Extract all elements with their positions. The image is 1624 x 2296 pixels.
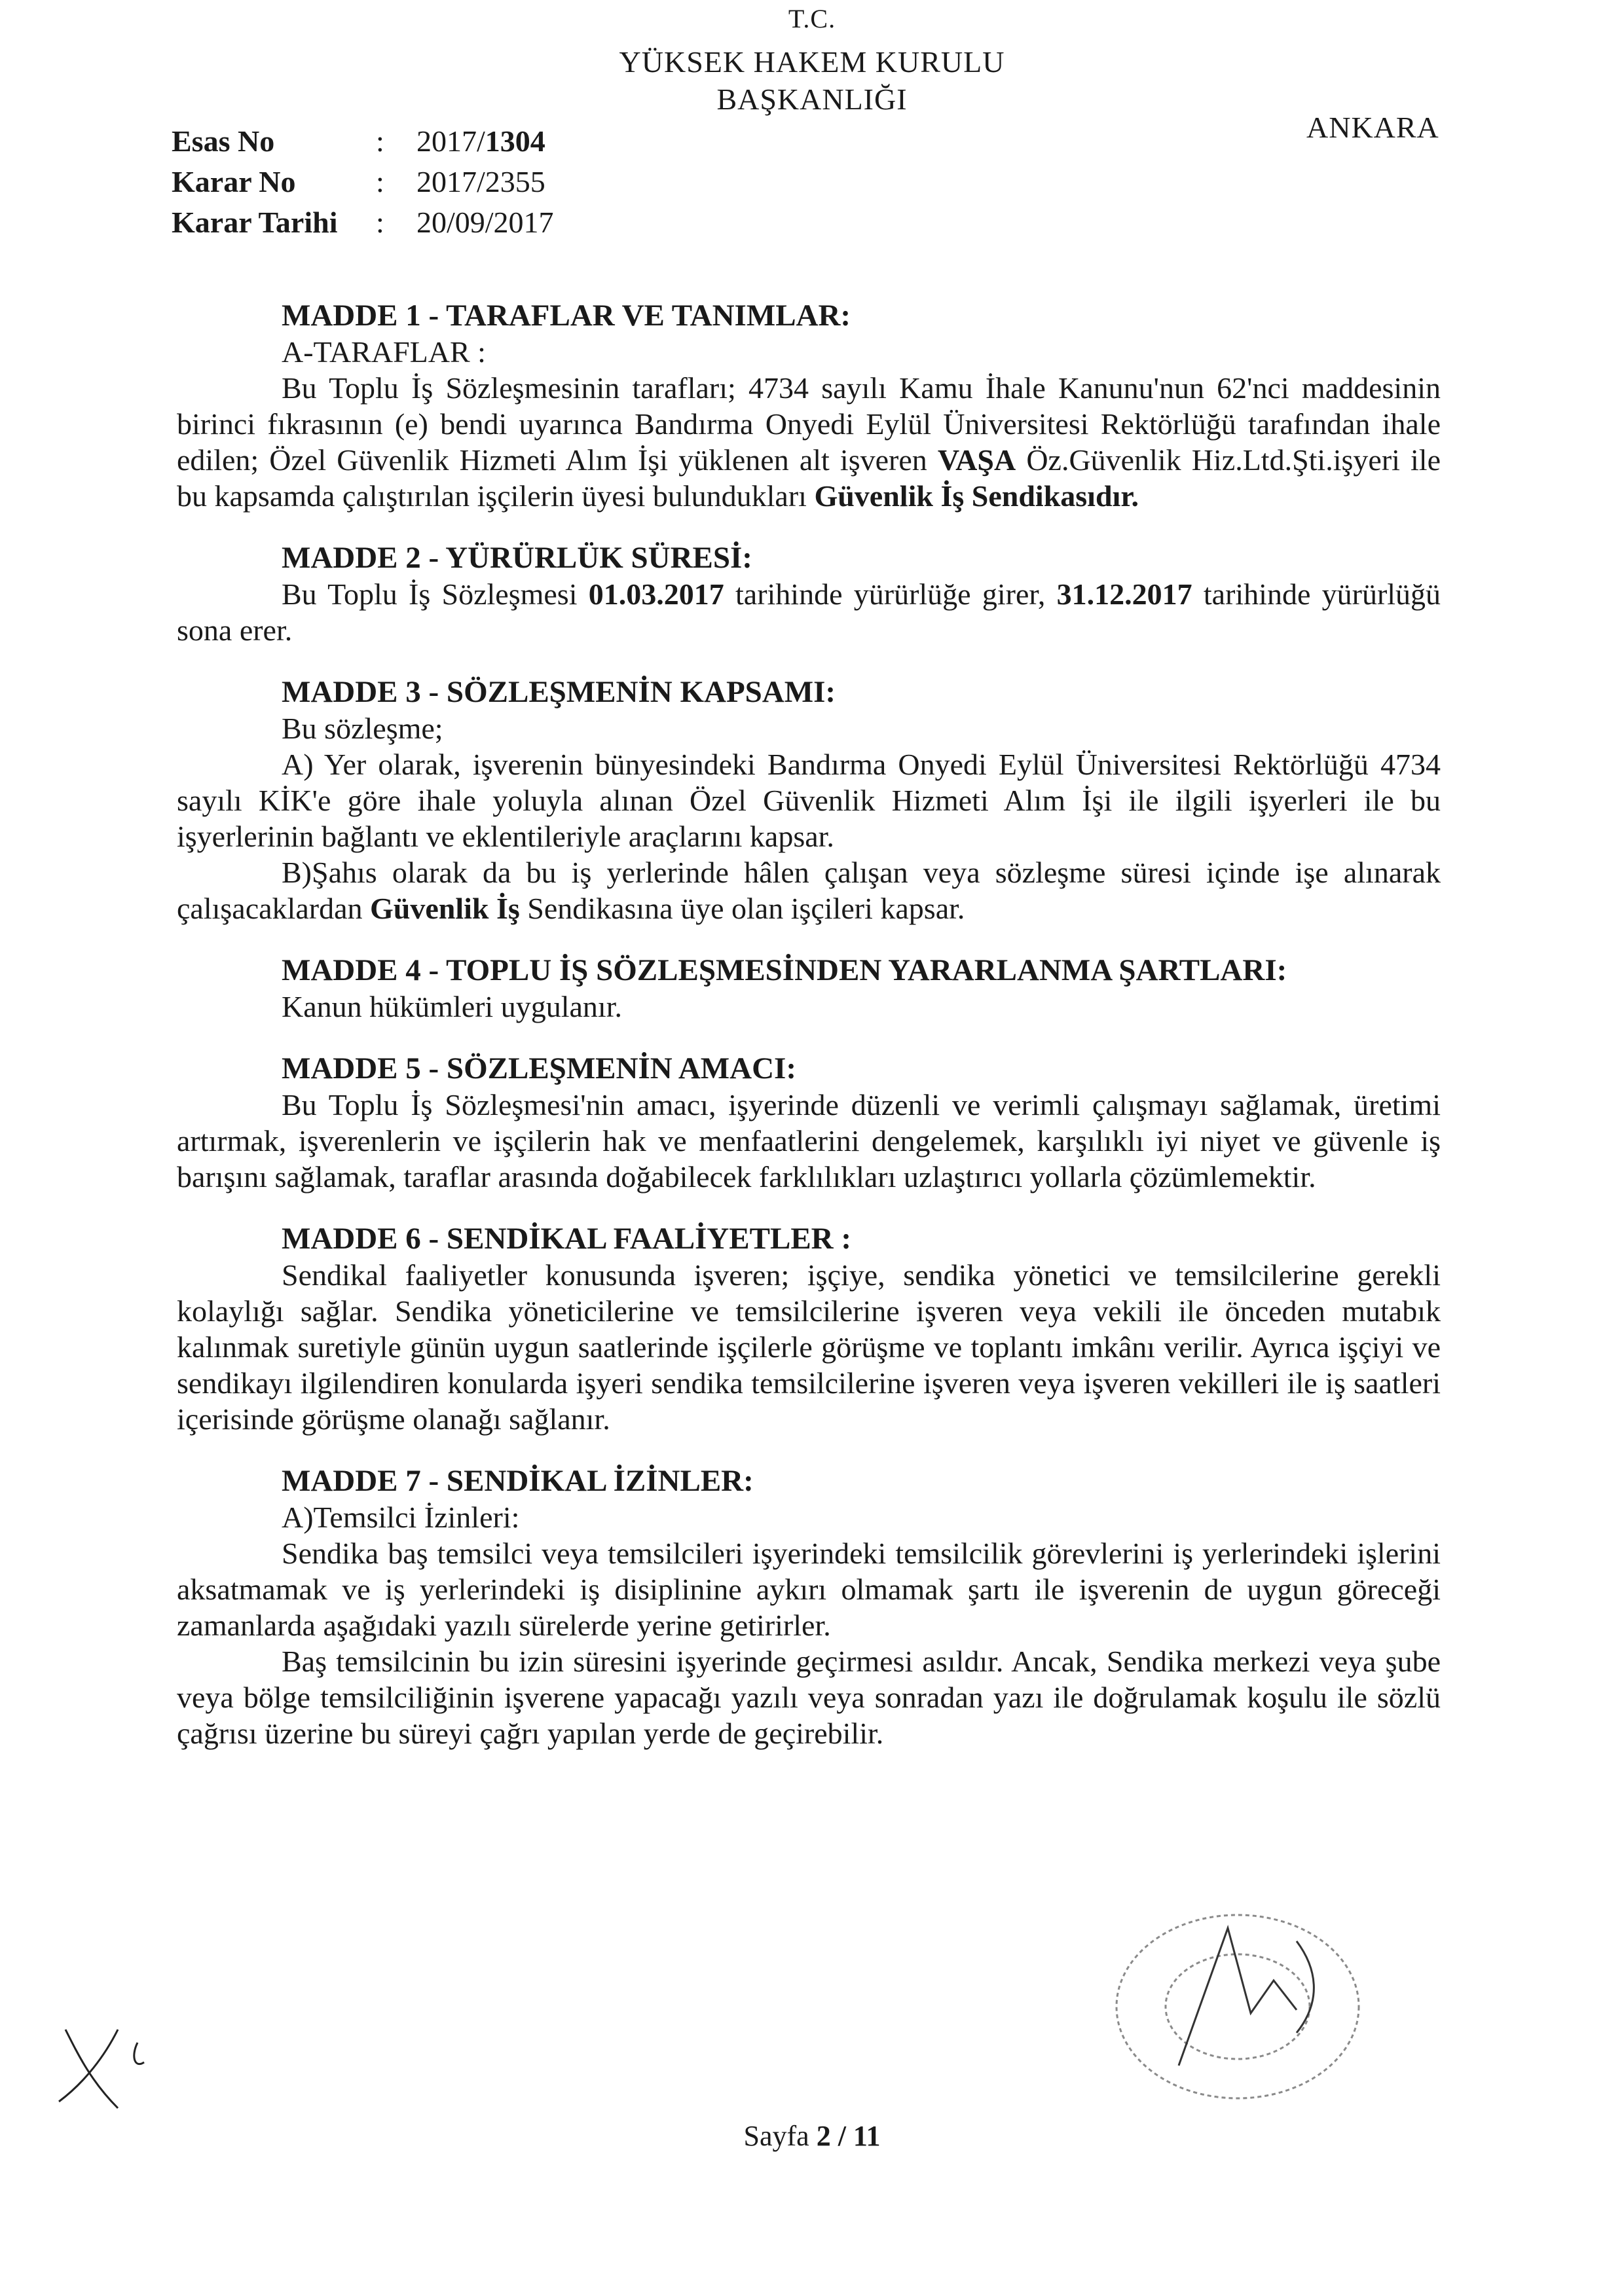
article-1-text-2: Öz.Güvenlik Hiz.Ltd.Şti.işyeri ile bu kapsamda çalıştırılan işçilerin üyesi bulundukları: [177, 443, 1441, 513]
article-6-heading: MADDE 6 - SENDİKAL FAALİYETLER :: [282, 1222, 852, 1256]
article-4-heading: MADDE 4 - TOPLU İŞ SÖZLEŞMESİNDEN YARARLANMA ŞARTLARI:: [282, 953, 1287, 987]
city-label: ANKARA: [1306, 111, 1439, 144]
article-1: [177, 298, 1441, 514]
article-7-heading: MADDE 7 - SENDİKAL İZİNLER:: [282, 1464, 754, 1498]
esas-value-year: 2017/: [416, 124, 485, 158]
org-name: YÜKSEK HAKEM KURULU: [619, 45, 1005, 79]
esas-row: [172, 121, 554, 162]
handwritten-initials: [39, 2016, 170, 2118]
article-5-paragraph: Bu Toplu İş Sözleşmesi'nin amacı, işyerinde düzenli ve verimli çalışmayı sağlamak, üretimi artırmak, işverenlerin ve işçilerin hak ve menfaatlerini dengelemek, karşılıklı iyi niyet ve güvenle iş barışını sağlamak, taraflar arasında doğabilecek farklılıkları uzlaştırıcı yollarla çözümlemektir.: [177, 1088, 1441, 1194]
esas-value: [416, 121, 545, 162]
article-2-text-2: tarihinde yürürlüğe girer,: [735, 577, 1046, 611]
article-1-paragraph: [177, 370, 1441, 514]
article-1-subheading: A-TARAFLAR :: [282, 335, 486, 369]
tarih-colon: :: [376, 206, 384, 239]
tarih-value: 20/09/2017: [416, 206, 554, 239]
page-number: [0, 2119, 1624, 2153]
karar-value: 2017/2355: [416, 165, 545, 198]
article-1-heading: MADDE 1 - TARAFLAR VE TANIMLAR:: [282, 299, 851, 333]
org-department: BAŞKANLIĞI: [716, 82, 908, 116]
article-3-b-text-2: Sendikasına üye olan işçileri kapsar.: [527, 892, 965, 925]
page-separator: /: [830, 2120, 853, 2152]
contractor-name: VAŞA: [937, 443, 1016, 477]
article-4: [177, 953, 1441, 1025]
karar-colon: :: [376, 165, 384, 198]
article-5: [177, 1051, 1441, 1195]
page-current: 2: [816, 2120, 831, 2152]
article-3: [177, 674, 1441, 926]
article-3-b-text-1: B)Şahıs olarak da bu iş yerlerinde hâlen çalışan veya sözleşme süresi içinde işe alınarak çalışacaklardan: [177, 856, 1441, 925]
article-7: [177, 1463, 1441, 1751]
article-2-text-3: tarihinde yürürlüğü sona erer.: [177, 577, 1441, 647]
article-6-paragraph: Sendikal faaliyetler konusunda işveren; işçiye, sendika yönetici ve temsilcilerine gerekli kolaylığı sağlar. Sendika yöneticilerine ve temsilcilerine işveren veya vekili ile önceden mutabık kalınmak suretiyle günün uygun saatlerinde işçilerle görüşme ve toplantı imkânı verilir. Ayrıca işçiyi ve sendikayı ilgilendiren konularda işyeri sendika temsilcilerine işveren veya işveren vekilleri ile iş saatleri içerisinde görüşme olanağı sağlanır.: [177, 1258, 1441, 1436]
article-7-paragraph-2: Baş temsilcinin bu izin süresini işyerinde geçirmesi asıldır. Ancak, Sendika merkezi veya şube veya bölge temsilciliğinin işverene yapacağı yazılı veya sonradan yazı ile doğrulamak koşulu ile sözlü çağrısı üzerine bu süreyi çağrı yapılan yerde de geçirebilir.: [177, 1645, 1441, 1750]
official-seal-stamp: [1100, 1902, 1388, 2121]
article-3-union-name: Güvenlik İş: [369, 892, 520, 925]
article-5-heading: MADDE 5 - SÖZLEŞMENİN AMACI:: [282, 1051, 796, 1085]
article-2-text-1: Bu Toplu İş Sözleşmesi: [282, 577, 578, 611]
article-1-text-1: Bu Toplu İş Sözleşmesinin tarafları; 4734 sayılı Kamu İhale Kanunu'nun 62'nci maddesinin birinci fıkrasının (e) bendi uyarınca Bandırma Onyedi Eylül Üniversitesi Rektörlüğü tarafından ihale edilen; Özel Güvenlik Hizmeti Alım İşi yüklenen alt işveren: [177, 371, 1441, 477]
karar-row: [172, 162, 554, 202]
tarih-label: Karar Tarihi: [172, 206, 338, 239]
article-3-paragraph-a: A) Yer olarak, işverenin bünyesindeki Bandırma Onyedi Eylül Üniversitesi Rektörlüğü 4734 sayılı KİK'e göre ihale yoluyla alınan Özel Güvenlik Hizmeti Alım İşi ile ilgili işyerleri ile bu işyerlerinin bağlantı ve eklentileriyle araçlarını kapsar.: [177, 748, 1441, 853]
article-6: [177, 1221, 1441, 1437]
article-3-subheading: Bu sözleşme;: [282, 712, 443, 745]
end-date: 31.12.2017: [1056, 577, 1192, 611]
tc-header-fragment: T.C.: [788, 4, 836, 33]
karar-label: Karar No: [172, 165, 296, 198]
article-3-paragraph-b: [177, 854, 1441, 926]
article-2-paragraph: [177, 576, 1441, 648]
esas-value-number: 1304: [485, 124, 545, 158]
tarih-row: [172, 202, 554, 243]
esas-label: Esas No: [172, 124, 275, 158]
article-2: [177, 540, 1441, 648]
start-date: 01.03.2017: [588, 577, 724, 611]
article-7-subheading: A)Temsilci İzinleri:: [282, 1501, 520, 1534]
article-7-paragraph-1: Sendika baş temsilci veya temsilcileri işyerindeki temsilcilik görevlerini iş yerlerindeki işlerini aksatmamak ve iş yerlerindeki iş disiplinine aykırı olmamak şartı ile işverenin de uygun göreceği zamanlarda aşağıdaki yazılı sürelerde yerine getirirler.: [177, 1537, 1441, 1642]
document-body: [177, 298, 1441, 1777]
page-label: Sayfa: [743, 2120, 817, 2152]
article-3-heading: MADDE 3 - SÖZLEŞMENİN KAPSAMI:: [282, 675, 836, 709]
case-metadata: [172, 121, 554, 243]
article-2-heading: MADDE 2 - YÜRÜRLÜK SÜRESİ:: [282, 541, 752, 575]
union-name: Güvenlik İş Sendikasıdır.: [814, 479, 1139, 513]
article-4-text: Kanun hükümleri uygulanır.: [282, 990, 622, 1023]
esas-colon: :: [376, 124, 384, 158]
page-total: 11: [853, 2120, 881, 2152]
